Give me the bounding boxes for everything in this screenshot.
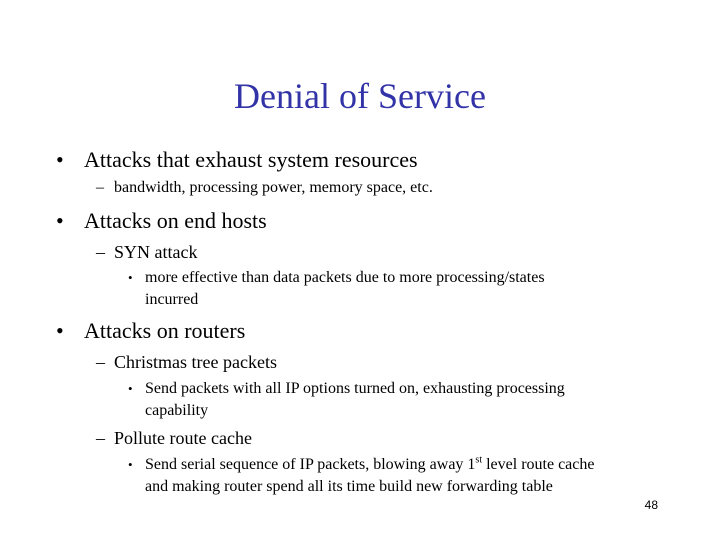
sub-bullet-text: bandwidth, processing power, memory space, etc. xyxy=(114,179,433,196)
bullet-text: Attacks that exhaust system resources xyxy=(84,147,418,172)
detail-text xyxy=(145,454,594,476)
detail-text: Send packets with all IP options turned on, exhausting processing xyxy=(145,380,565,397)
dash-glyph: – xyxy=(96,179,104,196)
dash-glyph: – xyxy=(96,428,105,448)
ordinal-superscript: st xyxy=(475,454,483,466)
slide-title: Denial of Service xyxy=(234,76,486,116)
bullet-glyph: • xyxy=(128,381,133,396)
detail-text-part: Send serial sequence of IP packets, blowing away 1 xyxy=(145,456,476,473)
detail-text: capability xyxy=(145,402,209,419)
page-number: 48 xyxy=(644,498,658,512)
sub-bullet-text: Christmas tree packets xyxy=(114,352,277,372)
bullet-glyph: • xyxy=(56,318,64,343)
bullet-text: Attacks on end hosts xyxy=(84,208,267,233)
bullet-glyph: • xyxy=(56,147,64,172)
dash-glyph: – xyxy=(96,352,105,372)
bullet-glyph: • xyxy=(56,208,64,233)
sub-bullet-text: Pollute route cache xyxy=(114,428,252,448)
detail-text: incurred xyxy=(145,291,199,308)
detail-text: more effective than data packets due to more processing/states xyxy=(145,269,545,286)
detail-text-part: level route cache xyxy=(482,456,595,473)
dash-glyph: – xyxy=(96,242,105,262)
detail-text: and making router spend all its time build new forwarding table xyxy=(145,478,553,495)
bullet-glyph: • xyxy=(128,457,133,472)
bullet-glyph: • xyxy=(128,270,133,285)
sub-bullet-text: SYN attack xyxy=(114,242,198,262)
bullet-text: Attacks on routers xyxy=(84,318,246,343)
